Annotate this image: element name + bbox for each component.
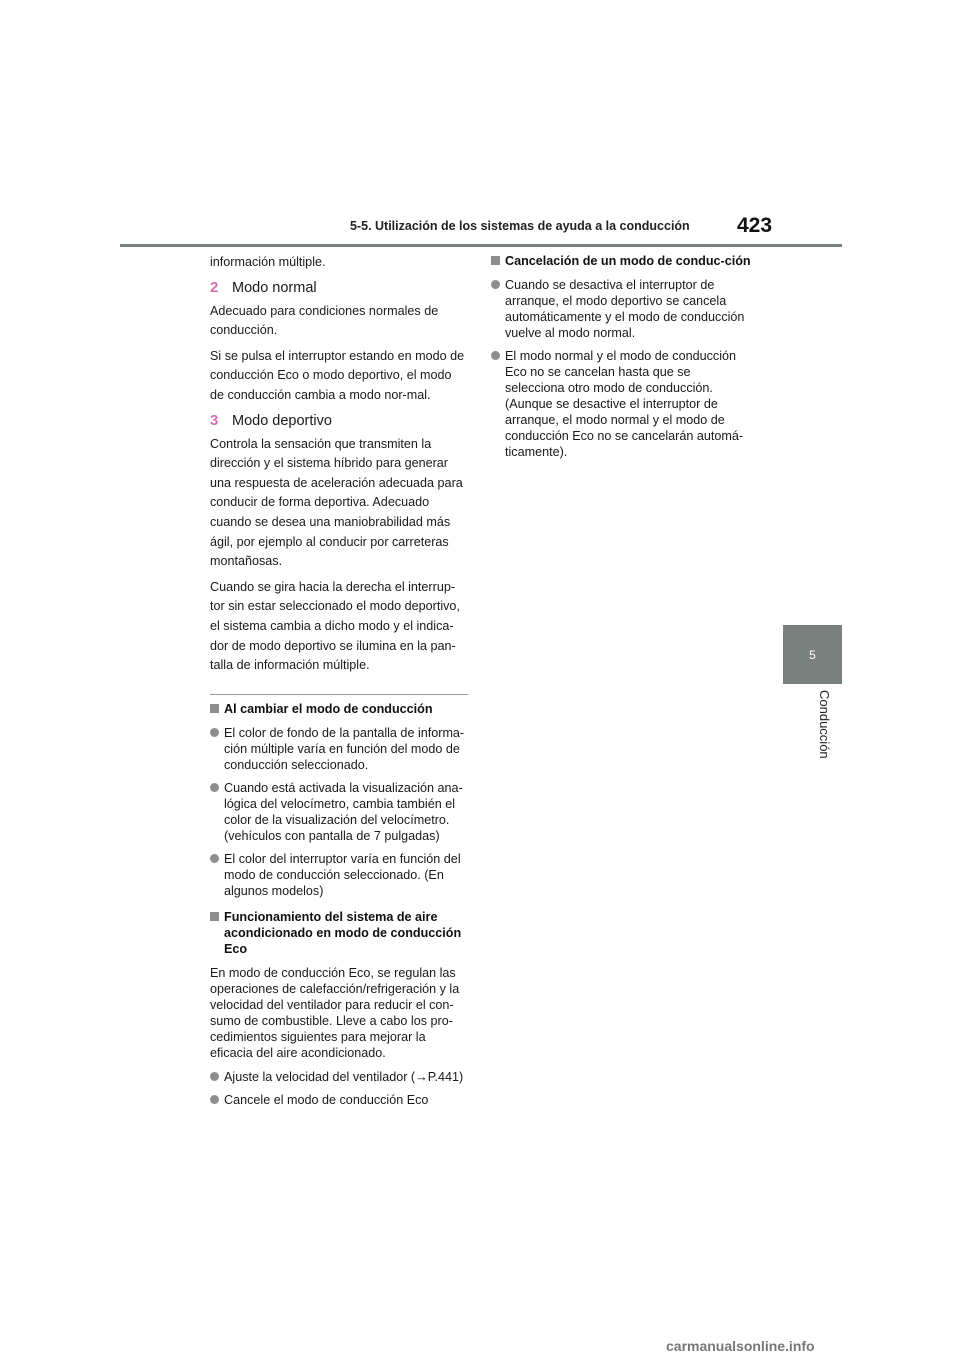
square-bullet-icon [491, 256, 500, 265]
right-column [491, 253, 753, 467]
list-item-text: Cuando está activada la visualización ana-lógica del velocímetro, cambia también el color de la visualización del velocímetro. (vehículos con pantalla de 7 pulgadas) [224, 780, 463, 843]
list-item [210, 851, 468, 899]
chapter-label: Conducción [817, 690, 832, 759]
header-divider [120, 244, 842, 247]
list-item [491, 348, 753, 460]
circle-bullet-icon [210, 1095, 219, 1104]
header-section-title: 5-5. Utilización de los sistemas de ayuda a la conducción [350, 219, 690, 233]
list-item-text: El modo normal y el modo de conducción Eco no se cancelan hasta que se selecciona otro modo de conducción. (Aunque se desactive el interruptor de arranque, el modo normal y el modo de conducción Eco no se cancelarán automá-ticamente). [505, 349, 744, 459]
section-heading-text: Funcionamiento del sistema de aire acondicionado en modo de conducción Eco [224, 909, 462, 956]
page-number: 423 [737, 214, 773, 237]
square-bullet-icon [210, 704, 219, 713]
circle-bullet-icon [210, 1072, 219, 1081]
footer-watermark: carmanualsonline.info [666, 1338, 815, 1354]
mode-sport-number: 3 [210, 411, 219, 429]
list-item-text: El color de fondo de la pantalla de informa-ción múltiple varía en función del modo de conducción seleccionado. [224, 725, 465, 772]
mode-sport-heading [210, 412, 468, 429]
list-item-text: Cancele el modo de conducción Eco [224, 1092, 429, 1107]
mode-sport-paragraph: Cuando se gira hacia la derecha el interrup-tor sin estar seleccionado el modo deportivo, el sistema cambia a dicho modo y el indica-dor de modo deportivo se ilumina en la pan-talla de información múltiple. [210, 579, 460, 673]
mode-normal-number: 2 [210, 278, 219, 296]
list-item-text: El color del interruptor varía en función del modo de conducción seleccionado. (En algunos modelos) [224, 851, 461, 898]
eco-ac-paragraph: En modo de conducción Eco, se regulan las operaciones de calefacción/refrigeración y la velocidad del ventilador para reducir el con-sumo de combustible. Lleve a cabo los pro-cedimientos siguientes para mejorar la eficacia del aire acondicionado. [210, 965, 460, 1060]
section-heading-text: Cancelación de un modo de conduc-ción [505, 254, 751, 268]
mode-normal-paragraph: Adecuado para condiciones normales de conducción. [210, 303, 439, 338]
circle-bullet-icon [210, 854, 219, 863]
list-item [210, 725, 468, 773]
mode-normal-title: Modo normal [232, 279, 317, 296]
list-item [491, 277, 753, 341]
intro-text: información múltiple. [210, 255, 326, 269]
circle-bullet-icon [210, 783, 219, 792]
list-item-text: Cuando se desactiva el interruptor de arranque, el modo deportivo se cancela automáticamente y el modo de conducción vuelve al modo normal. [505, 278, 745, 340]
list-item [210, 1092, 468, 1108]
list-item [210, 780, 468, 844]
square-bullet-icon [210, 912, 219, 921]
section-heading-eco-ac [210, 909, 468, 957]
mode-normal-heading [210, 279, 468, 296]
list-item [210, 1069, 468, 1085]
section-heading-cancel-mode [491, 253, 753, 269]
mode-sport-paragraph: Controla la sensación que transmiten la dirección y el sistema híbrido para generar una respuesta de aceleración adecuada para conducir de forma deportiva. Adecuado cuando se desea una maniobrabilidad más ágil, por ejemplo al conducir por carreteras montañosas. [210, 436, 463, 569]
section-heading-change-mode [210, 701, 468, 717]
chapter-tab[interactable]: 5 [783, 625, 842, 684]
list-item-text[interactable]: Ajuste la velocidad del ventilador (→P.441) [224, 1069, 464, 1084]
section-divider [210, 694, 468, 695]
left-column [210, 253, 468, 1115]
mode-normal-paragraph: Si se pulsa el interruptor estando en modo de conducción Eco o modo deportivo, el modo de conducción cambia a modo nor-mal. [210, 348, 465, 402]
circle-bullet-icon [491, 351, 500, 360]
section-heading-text: Al cambiar el modo de conducción [224, 701, 433, 716]
circle-bullet-icon [210, 728, 219, 737]
mode-sport-title: Modo deportivo [232, 412, 332, 429]
circle-bullet-icon [491, 280, 500, 289]
